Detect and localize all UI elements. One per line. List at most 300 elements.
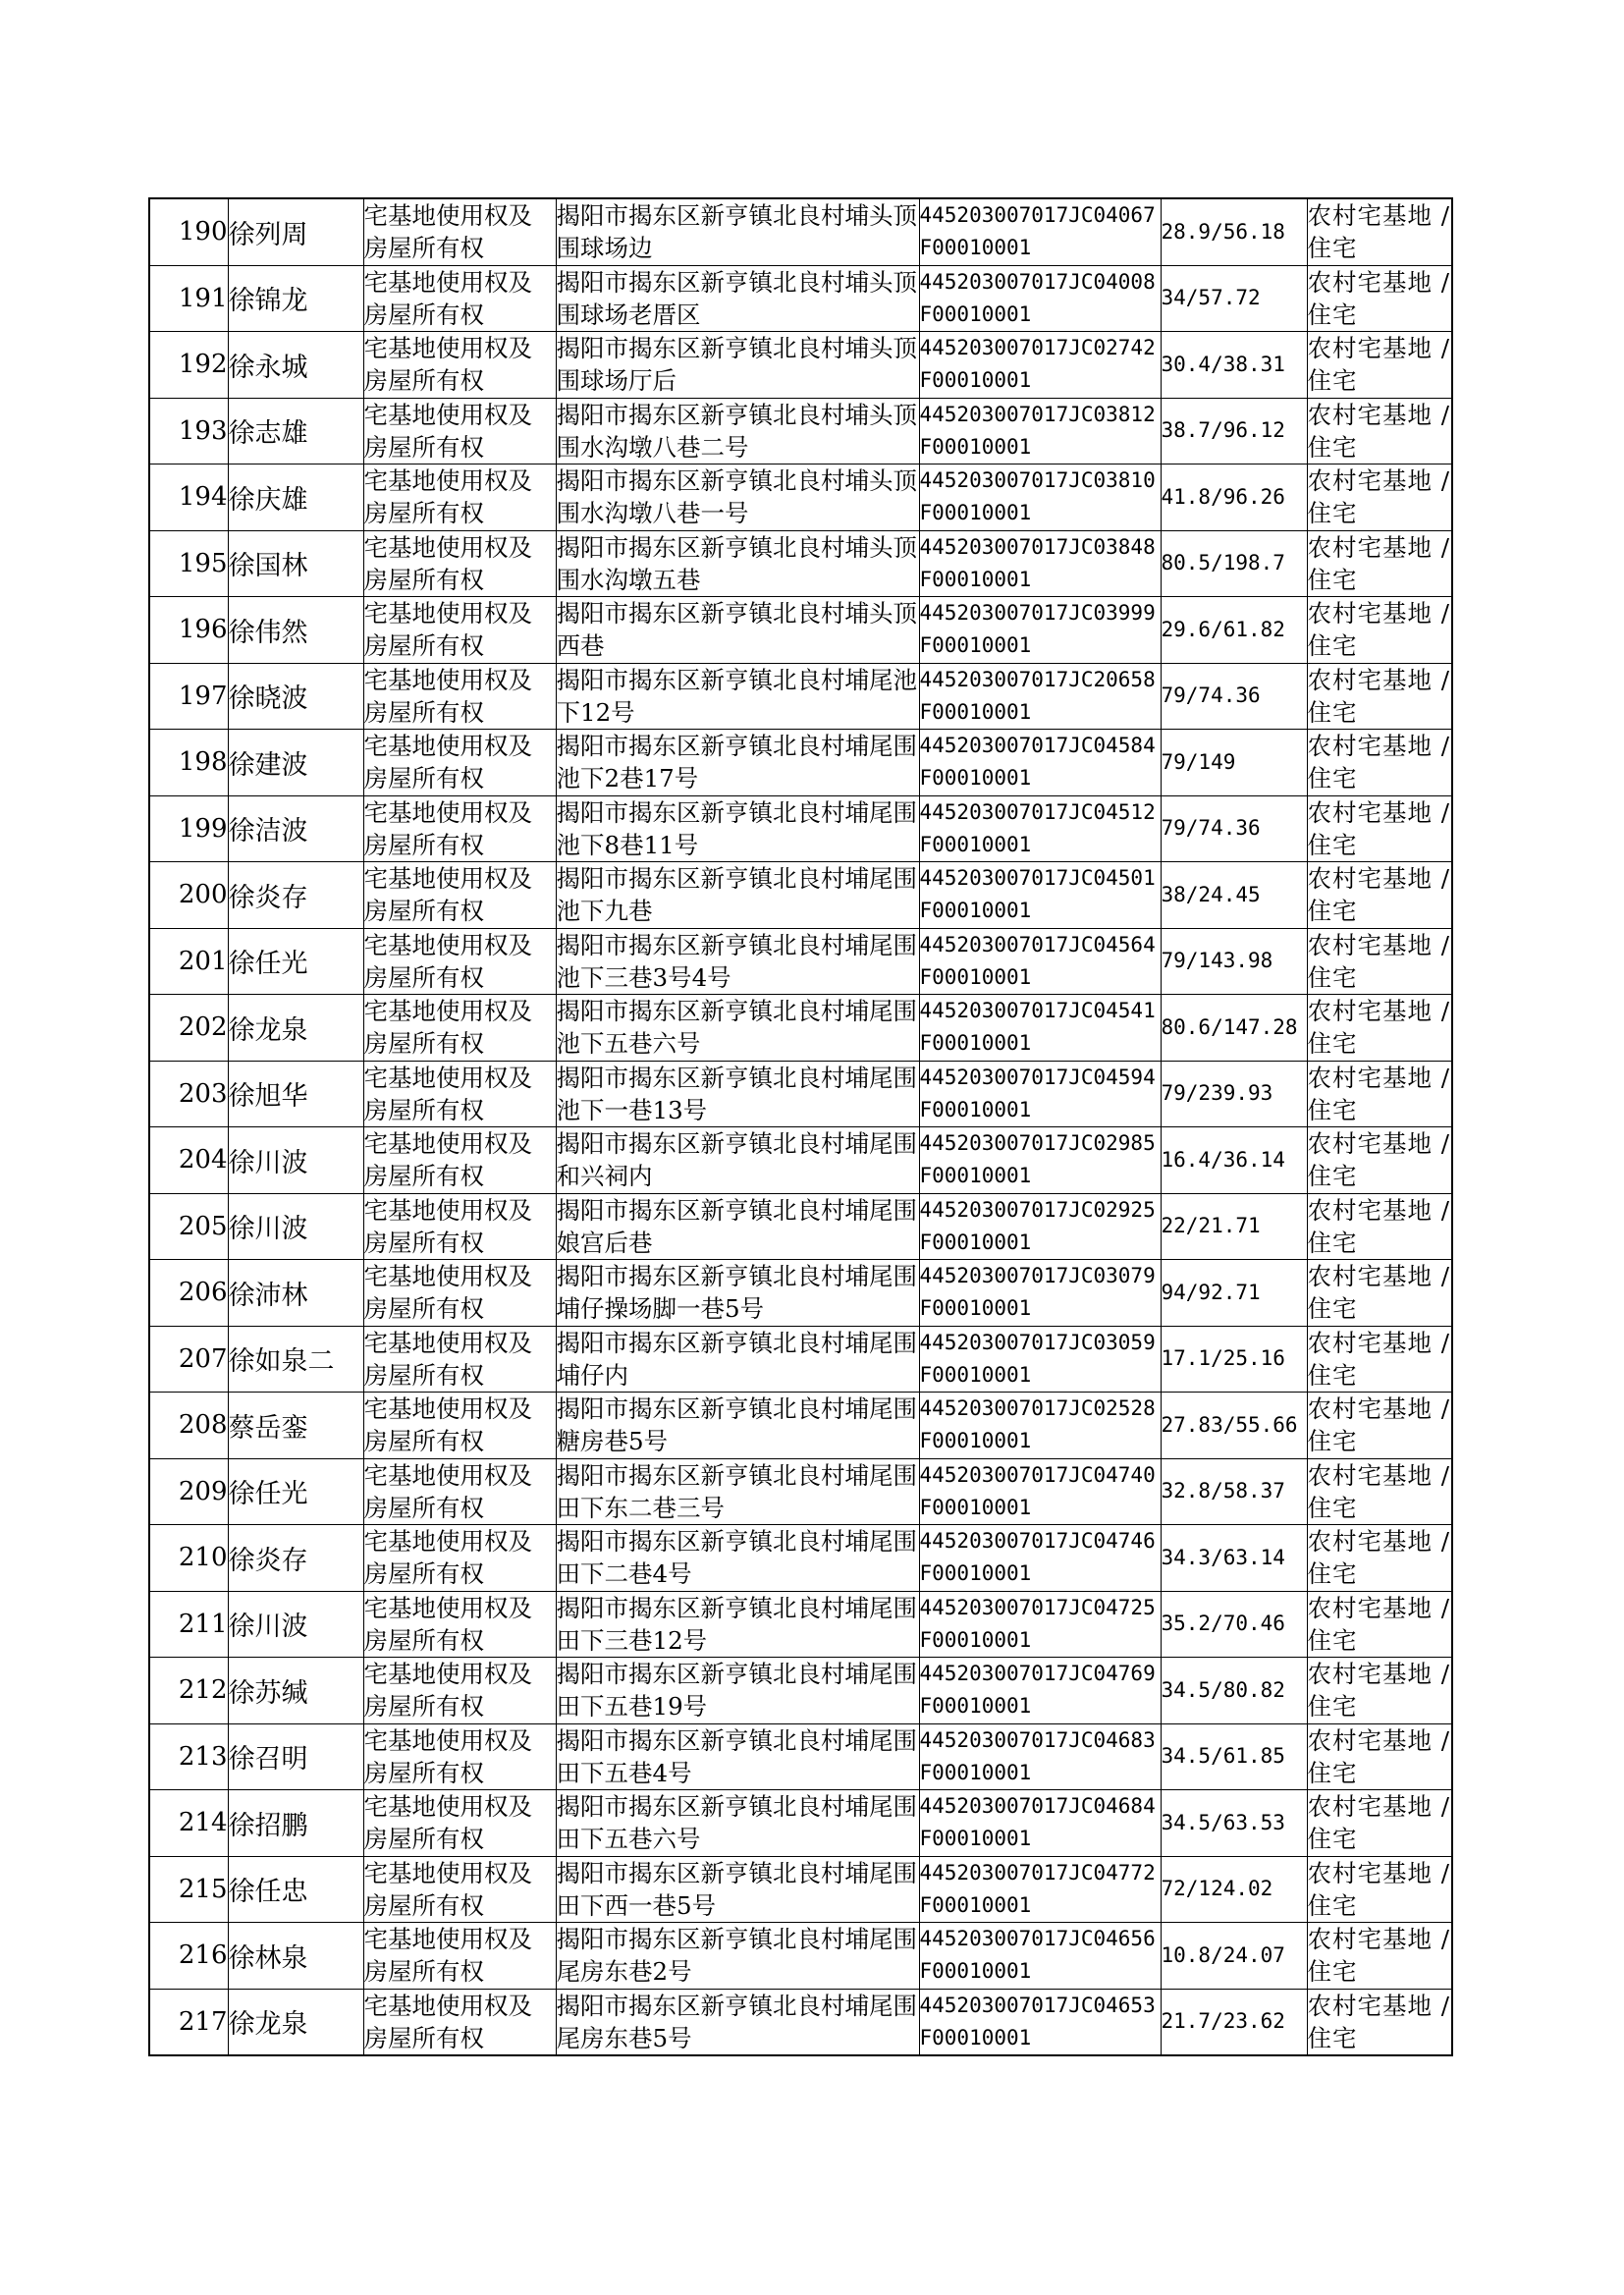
property-address-cell xyxy=(556,1989,919,2055)
row-number: 200 xyxy=(178,880,228,910)
right-type: 宅基地使用权及房屋所有权 xyxy=(363,1925,532,1987)
row-number-cell xyxy=(149,398,228,464)
area-value-cell xyxy=(1161,1061,1307,1127)
right-type-cell xyxy=(363,1790,556,1857)
right-type-cell xyxy=(363,928,556,995)
owner-name: 徐国林 xyxy=(228,551,308,582)
owner-name: 徐永城 xyxy=(228,352,308,383)
unit-code: 445203007017JC02925F00010001 xyxy=(919,1197,1156,1254)
unit-code-cell xyxy=(919,1525,1161,1592)
right-type: 宅基地使用权及房屋所有权 xyxy=(363,1593,532,1655)
property-address: 揭阳市揭东区新亨镇北良村埔尾围田下五巷六号 xyxy=(556,1792,917,1854)
table-row xyxy=(149,1127,1452,1194)
area-value-cell xyxy=(1161,730,1307,796)
owner-name-cell xyxy=(228,1193,363,1260)
owner-name: 徐林泉 xyxy=(228,1942,308,1974)
property-address-cell xyxy=(556,1393,919,1459)
row-number: 217 xyxy=(178,2006,228,2037)
property-address: 揭阳市揭东区新亨镇北良村埔尾围池下8巷11号 xyxy=(556,797,917,859)
area-value: 80.6/147.28 xyxy=(1161,1014,1298,1039)
table-row xyxy=(149,332,1452,399)
land-use: 农村宅基地 / 住宅 xyxy=(1307,334,1451,396)
right-type-cell xyxy=(363,995,556,1062)
property-address-cell xyxy=(556,198,919,265)
row-number: 205 xyxy=(178,1211,228,1241)
owner-name: 蔡岳銮 xyxy=(228,1412,308,1444)
owner-name: 徐任光 xyxy=(228,1479,308,1510)
land-use-cell xyxy=(1307,1658,1452,1724)
area-value: 30.4/38.31 xyxy=(1161,352,1285,376)
property-address: 揭阳市揭东区新亨镇北良村埔尾围池下一巷13号 xyxy=(556,1063,917,1124)
unit-code-cell xyxy=(919,1393,1161,1459)
area-value-cell xyxy=(1161,795,1307,862)
unit-code: 445203007017JC04067F00010001 xyxy=(919,203,1156,260)
right-type: 宅基地使用权及房屋所有权 xyxy=(363,599,532,661)
property-address: 揭阳市揭东区新亨镇北良村埔尾围和兴祠内 xyxy=(556,1129,917,1191)
property-address: 揭阳市揭东区新亨镇北良村埔尾围田下五巷4号 xyxy=(556,1725,917,1787)
area-value-cell xyxy=(1161,1591,1307,1658)
owner-name-cell xyxy=(228,663,363,730)
land-use: 农村宅基地 / 住宅 xyxy=(1307,665,1451,727)
row-number: 210 xyxy=(178,1543,228,1573)
property-address-cell xyxy=(556,1723,919,1790)
right-type: 宅基地使用权及房屋所有权 xyxy=(363,1792,532,1854)
land-use: 农村宅基地 / 住宅 xyxy=(1307,1527,1451,1589)
row-number: 196 xyxy=(178,615,228,645)
property-address-cell xyxy=(556,1790,919,1857)
land-use-cell xyxy=(1307,1326,1452,1393)
property-address: 揭阳市揭东区新亨镇北良村埔尾围田下三巷12号 xyxy=(556,1593,917,1655)
property-address: 揭阳市揭东区新亨镇北良村埔头顶围球场边 xyxy=(556,201,917,263)
area-value: 41.8/96.26 xyxy=(1161,484,1285,509)
right-type-cell xyxy=(363,1393,556,1459)
land-use: 农村宅基地 / 住宅 xyxy=(1307,797,1451,859)
owner-name: 徐川波 xyxy=(228,1214,308,1245)
property-address: 揭阳市揭东区新亨镇北良村埔头顶围水沟墩八巷二号 xyxy=(556,400,917,462)
right-type-cell xyxy=(363,597,556,664)
row-number-cell xyxy=(149,1658,228,1724)
row-number-cell xyxy=(149,1525,228,1592)
land-use: 农村宅基地 / 住宅 xyxy=(1307,1195,1451,1257)
owner-name: 徐任光 xyxy=(228,949,308,980)
property-address: 揭阳市揭东区新亨镇北良村埔尾围池下三巷3号4号 xyxy=(556,930,917,992)
right-type: 宅基地使用权及房屋所有权 xyxy=(363,864,532,926)
row-number-cell xyxy=(149,730,228,796)
land-use-cell xyxy=(1307,862,1452,929)
land-use-cell xyxy=(1307,1458,1452,1525)
table-row xyxy=(149,198,1452,265)
area-value-cell xyxy=(1161,1723,1307,1790)
unit-code: 445203007017JC02742F00010001 xyxy=(919,336,1156,393)
area-value-cell xyxy=(1161,995,1307,1062)
land-use: 农村宅基地 / 住宅 xyxy=(1307,1792,1451,1854)
property-address: 揭阳市揭东区新亨镇北良村埔尾围田下五巷19号 xyxy=(556,1660,917,1721)
land-use: 农村宅基地 / 住宅 xyxy=(1307,864,1451,926)
area-value: 34/57.72 xyxy=(1161,286,1261,310)
owner-name: 徐龙泉 xyxy=(228,1014,308,1046)
unit-code-cell xyxy=(919,198,1161,265)
unit-code-cell xyxy=(919,265,1161,332)
unit-code: 445203007017JC04512F00010001 xyxy=(919,799,1156,856)
property-address: 揭阳市揭东区新亨镇北良村埔尾围田下西一巷5号 xyxy=(556,1858,917,1920)
unit-code-cell xyxy=(919,1260,1161,1327)
owner-name-cell xyxy=(228,1127,363,1194)
property-address: 揭阳市揭东区新亨镇北良村埔尾围糖房巷5号 xyxy=(556,1394,917,1456)
row-number-cell xyxy=(149,1856,228,1923)
table-row xyxy=(149,530,1452,597)
unit-code-cell xyxy=(919,1458,1161,1525)
land-use-cell xyxy=(1307,663,1452,730)
land-use: 农村宅基地 / 住宅 xyxy=(1307,1394,1451,1456)
owner-name-cell xyxy=(228,1260,363,1327)
owner-name-cell xyxy=(228,1790,363,1857)
right-type-cell xyxy=(363,198,556,265)
unit-code: 445203007017JC03810F00010001 xyxy=(919,468,1156,525)
unit-code-cell xyxy=(919,464,1161,531)
unit-code-cell xyxy=(919,597,1161,664)
area-value-cell xyxy=(1161,1525,1307,1592)
area-value: 34.5/63.53 xyxy=(1161,1810,1285,1834)
owner-name-cell xyxy=(228,995,363,1062)
owner-name-cell xyxy=(228,795,363,862)
row-number-cell xyxy=(149,663,228,730)
row-number: 192 xyxy=(178,350,228,380)
owner-name-cell xyxy=(228,1723,363,1790)
row-number: 198 xyxy=(178,747,228,778)
land-use: 农村宅基地 / 住宅 xyxy=(1307,1925,1451,1987)
right-type-cell xyxy=(363,1326,556,1393)
row-number: 193 xyxy=(178,415,228,446)
area-value: 34.3/63.14 xyxy=(1161,1545,1285,1569)
land-use-cell xyxy=(1307,597,1452,664)
unit-code-cell xyxy=(919,1591,1161,1658)
right-type: 宅基地使用权及房屋所有权 xyxy=(363,732,532,793)
right-type: 宅基地使用权及房屋所有权 xyxy=(363,1195,532,1257)
area-value-cell xyxy=(1161,398,1307,464)
land-use-cell xyxy=(1307,398,1452,464)
row-number: 191 xyxy=(178,283,228,313)
owner-name: 徐任忠 xyxy=(228,1877,308,1908)
land-use-cell xyxy=(1307,1723,1452,1790)
land-use-cell xyxy=(1307,1393,1452,1459)
owner-name: 徐苏缄 xyxy=(228,1677,308,1709)
right-type: 宅基地使用权及房屋所有权 xyxy=(363,400,532,462)
right-type-cell xyxy=(363,1525,556,1592)
right-type: 宅基地使用权及房屋所有权 xyxy=(363,466,532,528)
property-registry-table xyxy=(148,197,1453,2056)
unit-code: 445203007017JC04772F00010001 xyxy=(919,1860,1156,1917)
property-address-cell xyxy=(556,1658,919,1724)
land-use: 农村宅基地 / 住宅 xyxy=(1307,1593,1451,1655)
right-type: 宅基地使用权及房屋所有权 xyxy=(363,665,532,727)
property-address-cell xyxy=(556,597,919,664)
owner-name-cell xyxy=(228,1856,363,1923)
area-value-cell xyxy=(1161,1989,1307,2055)
area-value: 79/239.93 xyxy=(1161,1081,1273,1106)
owner-name: 徐炎存 xyxy=(228,1545,308,1576)
property-address-cell xyxy=(556,1061,919,1127)
area-value-cell xyxy=(1161,464,1307,531)
owner-name: 徐旭华 xyxy=(228,1081,308,1113)
owner-name-cell xyxy=(228,332,363,399)
owner-name-cell xyxy=(228,530,363,597)
right-type-cell xyxy=(363,1061,556,1127)
owner-name-cell xyxy=(228,597,363,664)
area-value-cell xyxy=(1161,1326,1307,1393)
owner-name: 徐川波 xyxy=(228,1612,308,1643)
right-type: 宅基地使用权及房屋所有权 xyxy=(363,334,532,396)
land-use-cell xyxy=(1307,332,1452,399)
unit-code-cell xyxy=(919,398,1161,464)
table-row xyxy=(149,663,1452,730)
property-address-cell xyxy=(556,1923,919,1990)
property-address-cell xyxy=(556,1525,919,1592)
row-number: 216 xyxy=(178,1940,228,1971)
row-number-cell xyxy=(149,1923,228,1990)
property-address: 揭阳市揭东区新亨镇北良村埔尾围娘宫后巷 xyxy=(556,1195,917,1257)
right-type-cell xyxy=(363,795,556,862)
row-number-cell xyxy=(149,1989,228,2055)
unit-code-cell xyxy=(919,1193,1161,1260)
land-use-cell xyxy=(1307,1260,1452,1327)
right-type-cell xyxy=(363,862,556,929)
area-value: 79/143.98 xyxy=(1161,949,1273,973)
row-number-cell xyxy=(149,597,228,664)
row-number: 211 xyxy=(178,1609,228,1639)
land-use-cell xyxy=(1307,198,1452,265)
row-number: 215 xyxy=(178,1874,228,1904)
owner-name-cell xyxy=(228,730,363,796)
unit-code: 445203007017JC04653F00010001 xyxy=(919,1993,1156,2049)
row-number: 212 xyxy=(178,1675,228,1706)
row-number-cell xyxy=(149,1393,228,1459)
owner-name: 徐召明 xyxy=(228,1744,308,1776)
property-address-cell xyxy=(556,332,919,399)
property-address-cell xyxy=(556,530,919,597)
land-use: 农村宅基地 / 住宅 xyxy=(1307,532,1451,594)
unit-code-cell xyxy=(919,995,1161,1062)
right-type: 宅基地使用权及房屋所有权 xyxy=(363,997,532,1059)
land-use: 农村宅基地 / 住宅 xyxy=(1307,1858,1451,1920)
area-value-cell xyxy=(1161,1458,1307,1525)
row-number: 195 xyxy=(178,548,228,578)
area-value: 79/149 xyxy=(1161,749,1236,774)
unit-code-cell xyxy=(919,1326,1161,1393)
area-value-cell xyxy=(1161,862,1307,929)
land-use: 农村宅基地 / 住宅 xyxy=(1307,1660,1451,1721)
right-type-cell xyxy=(363,730,556,796)
owner-name: 徐锦龙 xyxy=(228,286,308,317)
row-number-cell xyxy=(149,928,228,995)
property-address: 揭阳市揭东区新亨镇北良村埔头顶围球场厅后 xyxy=(556,334,917,396)
right-type-cell xyxy=(363,265,556,332)
land-use: 农村宅基地 / 住宅 xyxy=(1307,1129,1451,1191)
land-use-cell xyxy=(1307,995,1452,1062)
table-row xyxy=(149,1658,1452,1724)
row-number-cell xyxy=(149,1061,228,1127)
area-value-cell xyxy=(1161,530,1307,597)
right-type: 宅基地使用权及房屋所有权 xyxy=(363,1858,532,1920)
property-address-cell xyxy=(556,663,919,730)
row-number: 213 xyxy=(178,1741,228,1772)
row-number-cell xyxy=(149,1127,228,1194)
area-value: 38/24.45 xyxy=(1161,882,1261,906)
right-type: 宅基地使用权及房屋所有权 xyxy=(363,797,532,859)
row-number: 197 xyxy=(178,681,228,711)
land-use-cell xyxy=(1307,928,1452,995)
table-row xyxy=(149,1923,1452,1990)
owner-name-cell xyxy=(228,1989,363,2055)
table-row xyxy=(149,1061,1452,1127)
row-number: 199 xyxy=(178,813,228,844)
unit-code-cell xyxy=(919,862,1161,929)
land-use-cell xyxy=(1307,730,1452,796)
unit-code-cell xyxy=(919,1923,1161,1990)
land-use: 农村宅基地 / 住宅 xyxy=(1307,1063,1451,1124)
property-address: 揭阳市揭东区新亨镇北良村埔尾围尾房东巷2号 xyxy=(556,1925,917,1987)
property-address-cell xyxy=(556,862,919,929)
area-value: 16.4/36.14 xyxy=(1161,1147,1285,1172)
right-type-cell xyxy=(363,1127,556,1194)
land-use: 农村宅基地 / 住宅 xyxy=(1307,732,1451,793)
property-address: 揭阳市揭东区新亨镇北良村埔尾围池下2巷17号 xyxy=(556,732,917,793)
area-value: 79/74.36 xyxy=(1161,683,1261,708)
right-type-cell xyxy=(363,464,556,531)
land-use: 农村宅基地 / 住宅 xyxy=(1307,267,1451,329)
unit-code: 445203007017JC04684F00010001 xyxy=(919,1794,1156,1851)
right-type-cell xyxy=(363,1989,556,2055)
right-type: 宅基地使用权及房屋所有权 xyxy=(363,1991,532,2052)
unit-code-cell xyxy=(919,1989,1161,2055)
area-value: 79/74.36 xyxy=(1161,816,1261,841)
property-address-cell xyxy=(556,928,919,995)
table-row xyxy=(149,928,1452,995)
property-address-cell xyxy=(556,730,919,796)
land-use: 农村宅基地 / 住宅 xyxy=(1307,930,1451,992)
area-value: 38.7/96.12 xyxy=(1161,418,1285,443)
unit-code: 445203007017JC03999F00010001 xyxy=(919,601,1156,658)
property-address: 揭阳市揭东区新亨镇北良村埔尾围池下九巷 xyxy=(556,864,917,926)
unit-code-cell xyxy=(919,332,1161,399)
area-value-cell xyxy=(1161,1260,1307,1327)
table-row xyxy=(149,597,1452,664)
area-value: 34.5/61.85 xyxy=(1161,1744,1285,1769)
property-address-cell xyxy=(556,1326,919,1393)
area-value-cell xyxy=(1161,332,1307,399)
owner-name-cell xyxy=(228,265,363,332)
area-value-cell xyxy=(1161,1127,1307,1194)
table-row xyxy=(149,1326,1452,1393)
right-type-cell xyxy=(363,663,556,730)
unit-code: 445203007017JC04725F00010001 xyxy=(919,1595,1156,1652)
area-value-cell xyxy=(1161,1790,1307,1857)
right-type-cell xyxy=(363,1591,556,1658)
row-number-cell xyxy=(149,1326,228,1393)
property-address: 揭阳市揭东区新亨镇北良村埔尾围尾房东巷5号 xyxy=(556,1991,917,2052)
row-number-cell xyxy=(149,265,228,332)
area-value: 72/124.02 xyxy=(1161,1877,1273,1901)
unit-code: 445203007017JC02985F00010001 xyxy=(919,1131,1156,1188)
property-address: 揭阳市揭东区新亨镇北良村埔尾围埔仔操场脚一巷5号 xyxy=(556,1262,917,1324)
table-row xyxy=(149,1856,1452,1923)
unit-code: 445203007017JC04769F00010001 xyxy=(919,1662,1156,1719)
right-type: 宅基地使用权及房屋所有权 xyxy=(363,1460,532,1522)
owner-name: 徐沛林 xyxy=(228,1280,308,1311)
property-address-cell xyxy=(556,1591,919,1658)
right-type: 宅基地使用权及房屋所有权 xyxy=(363,1328,532,1390)
owner-name: 徐炎存 xyxy=(228,882,308,913)
land-use: 农村宅基地 / 住宅 xyxy=(1307,400,1451,462)
right-type: 宅基地使用权及房屋所有权 xyxy=(363,1063,532,1124)
row-number-cell xyxy=(149,1193,228,1260)
owner-name: 徐庆雄 xyxy=(228,484,308,516)
owner-name-cell xyxy=(228,1525,363,1592)
row-number-cell xyxy=(149,332,228,399)
right-type-cell xyxy=(363,530,556,597)
land-use: 农村宅基地 / 住宅 xyxy=(1307,201,1451,263)
area-value-cell xyxy=(1161,198,1307,265)
right-type-cell xyxy=(363,398,556,464)
area-value-cell xyxy=(1161,663,1307,730)
unit-code: 445203007017JC04594F00010001 xyxy=(919,1065,1156,1121)
unit-code: 445203007017JC20658F00010001 xyxy=(919,667,1156,724)
row-number-cell xyxy=(149,530,228,597)
row-number: 214 xyxy=(178,1808,228,1838)
area-value: 80.5/198.7 xyxy=(1161,551,1285,575)
unit-code: 445203007017JC03059F00010001 xyxy=(919,1330,1156,1387)
unit-code-cell xyxy=(919,1723,1161,1790)
owner-name: 徐列周 xyxy=(228,219,308,250)
unit-code-cell xyxy=(919,1061,1161,1127)
land-use-cell xyxy=(1307,265,1452,332)
owner-name-cell xyxy=(228,862,363,929)
property-address-cell xyxy=(556,1260,919,1327)
owner-name: 徐洁波 xyxy=(228,816,308,847)
property-address-cell xyxy=(556,265,919,332)
land-use: 农村宅基地 / 住宅 xyxy=(1307,599,1451,661)
owner-name-cell xyxy=(228,1326,363,1393)
owner-name: 徐如泉二 xyxy=(228,1346,335,1378)
land-use: 农村宅基地 / 住宅 xyxy=(1307,466,1451,528)
unit-code-cell xyxy=(919,1658,1161,1724)
table-row xyxy=(149,1260,1452,1327)
unit-code: 445203007017JC02528F00010001 xyxy=(919,1396,1156,1453)
unit-code: 445203007017JC04746F00010001 xyxy=(919,1529,1156,1586)
table-row xyxy=(149,1393,1452,1459)
row-number-cell xyxy=(149,1790,228,1857)
owner-name: 徐晓波 xyxy=(228,683,308,715)
land-use: 农村宅基地 / 住宅 xyxy=(1307,1328,1451,1390)
property-address: 揭阳市揭东区新亨镇北良村埔尾围池下五巷六号 xyxy=(556,997,917,1059)
area-value: 35.2/70.46 xyxy=(1161,1612,1285,1636)
unit-code-cell xyxy=(919,663,1161,730)
table-row xyxy=(149,1525,1452,1592)
unit-code: 445203007017JC04008F00010001 xyxy=(919,269,1156,326)
row-number-cell xyxy=(149,1260,228,1327)
property-address: 揭阳市揭东区新亨镇北良村埔尾围田下二巷4号 xyxy=(556,1527,917,1589)
table-row xyxy=(149,995,1452,1062)
area-value-cell xyxy=(1161,928,1307,995)
owner-name: 徐伟然 xyxy=(228,617,308,648)
right-type-cell xyxy=(363,332,556,399)
property-address: 揭阳市揭东区新亨镇北良村埔头顶围球场老厝区 xyxy=(556,267,917,329)
land-use-cell xyxy=(1307,1525,1452,1592)
row-number-cell xyxy=(149,862,228,929)
property-address: 揭阳市揭东区新亨镇北良村埔尾围田下东二巷三号 xyxy=(556,1460,917,1522)
unit-code-cell xyxy=(919,928,1161,995)
property-address: 揭阳市揭东区新亨镇北良村埔尾围埔仔内 xyxy=(556,1328,917,1390)
area-value-cell xyxy=(1161,597,1307,664)
